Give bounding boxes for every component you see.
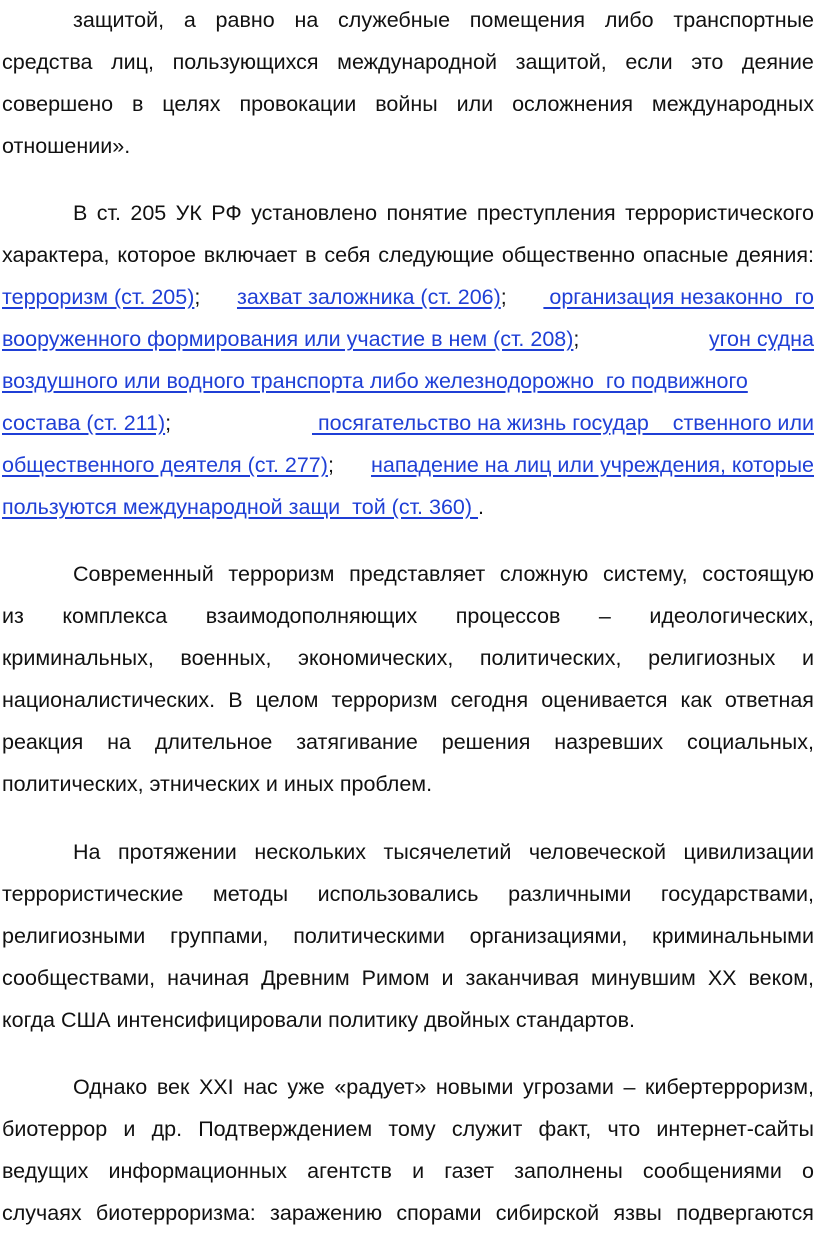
word: установлено — [251, 201, 378, 225]
word: – — [598, 604, 611, 628]
word: «радует» — [334, 1075, 427, 1099]
word: политическими — [293, 924, 445, 948]
word: религиозных — [648, 646, 776, 670]
word: состоящую — [702, 562, 814, 586]
word: представляет — [349, 562, 486, 586]
word: равно — [215, 8, 275, 32]
word: нас — [243, 1075, 278, 1099]
word: 205 — [130, 201, 167, 225]
word: терроризм — [228, 562, 335, 586]
separator: ; — [327, 453, 334, 477]
word: УК — [175, 201, 202, 225]
word: протяжении — [118, 840, 237, 864]
paragraph-2-line-1 — [73, 560, 814, 588]
word: ведущих — [2, 1159, 89, 1183]
paragraph-3-line-5 — [2, 1006, 814, 1034]
word: религиозными — [2, 924, 146, 948]
word: помещения — [469, 8, 586, 32]
word: международной — [337, 50, 498, 74]
word: агентств — [307, 1159, 392, 1183]
word: группами, — [170, 924, 269, 948]
word: систему, — [602, 562, 688, 586]
word: уже — [287, 1075, 325, 1099]
word: факт, — [538, 1117, 592, 1141]
paragraph-1-line-1 — [73, 199, 814, 227]
word: человеческой — [528, 840, 666, 864]
word: которое — [117, 243, 196, 267]
word: – — [623, 1075, 636, 1099]
word: опасные — [642, 243, 729, 267]
word: решения — [441, 730, 531, 754]
word: подвергаются — [676, 1201, 814, 1225]
link-hostage[interactable]: захват заложника (ст. 206) — [236, 285, 501, 309]
word: XXI — [198, 1075, 234, 1099]
word: реакция — [2, 730, 84, 754]
word: деяния: — [736, 243, 814, 267]
word: лиц, — [111, 50, 154, 74]
paragraph-0-line-1 — [73, 6, 814, 34]
paragraph-1-line-3 — [2, 283, 814, 311]
word: из — [2, 604, 24, 628]
word: террористического — [625, 201, 814, 225]
word: террористические — [2, 882, 184, 906]
word: Римом — [361, 966, 430, 990]
word: государствами, — [660, 882, 814, 906]
word: транспортные — [673, 8, 814, 32]
word: XX — [707, 966, 737, 990]
word: начиная — [167, 966, 250, 990]
paragraph-1-line-2 — [2, 241, 814, 269]
word: длительное — [154, 730, 273, 754]
word: что — [607, 1117, 641, 1141]
paragraph-2-line-6-text: политических, этнических и иных проблем. — [2, 772, 433, 796]
paragraph-4-line-3 — [2, 1157, 814, 1185]
paragraph-4-line-2 — [2, 1115, 814, 1143]
paragraph-3-line-5-text: когда США интенсифицировали политику двойных стандартов. — [2, 1008, 635, 1032]
word: целом — [255, 688, 319, 712]
word: криминальных, — [2, 646, 154, 670]
word: и — [123, 1117, 136, 1141]
word: защитой, — [73, 8, 165, 32]
word: спорами — [396, 1201, 482, 1225]
word: минувшим — [590, 966, 696, 990]
word: а — [183, 8, 196, 32]
word: тому — [388, 1117, 436, 1141]
word: биотерроризма: — [95, 1201, 256, 1225]
word: терроризм — [331, 688, 438, 712]
word: криминальными — [652, 924, 814, 948]
paragraph-1-line-8 — [2, 493, 814, 521]
word: деяние — [741, 50, 814, 74]
word: войны — [375, 92, 438, 116]
word: идеологических, — [649, 604, 814, 628]
word: др. — [151, 1117, 183, 1141]
word: либо — [604, 8, 654, 32]
word: ст. — [96, 201, 121, 225]
word: газет — [444, 1159, 494, 1183]
separator: ; — [165, 411, 172, 435]
word: включает — [203, 243, 298, 267]
word: социальных, — [686, 730, 814, 754]
word: как — [680, 688, 712, 712]
word: ответная — [724, 688, 814, 712]
word: средства — [2, 50, 93, 74]
word: военных, — [180, 646, 272, 670]
word: назревших — [554, 730, 664, 754]
word: В — [73, 201, 88, 225]
word: сибирской — [495, 1201, 600, 1225]
paragraph-1-line-6 — [2, 409, 814, 437]
paragraph-2-line-3 — [2, 644, 814, 672]
separator: ; — [573, 327, 580, 351]
word: использовались — [317, 882, 479, 906]
word: сложную — [499, 562, 589, 586]
word: это — [691, 50, 724, 74]
word: различными — [508, 882, 632, 906]
word: целях — [162, 92, 221, 116]
word: Современный — [73, 562, 214, 586]
word: о — [801, 1159, 814, 1183]
paragraph-3-line-2 — [2, 880, 814, 908]
word: заканчивая — [465, 966, 579, 990]
paragraph-2-line-4 — [2, 686, 814, 714]
word: век — [156, 1075, 190, 1099]
word: осложнения — [512, 92, 634, 116]
word: организациями, — [469, 924, 628, 948]
word: совершено — [2, 92, 114, 116]
paragraph-0-line-4-text: отношении». — [2, 134, 131, 158]
link-illegal-formation-part-2[interactable]: вооруженного формирования или участие в нем (ст. 208) — [2, 327, 574, 351]
paragraph-0-line-3 — [2, 90, 814, 118]
word: понятие — [386, 201, 468, 225]
word: в — [131, 92, 144, 116]
word: преступления — [476, 201, 616, 225]
word: заражению — [270, 1201, 383, 1225]
paragraph-1-line-5 — [2, 367, 814, 395]
word: провокации — [239, 92, 357, 116]
word: методы — [212, 882, 289, 906]
word: интернет-сайты — [656, 1117, 814, 1141]
word: В — [228, 688, 243, 712]
paragraph-2-line-6 — [2, 770, 814, 798]
word: Однако — [73, 1075, 148, 1099]
word: политических, — [479, 646, 622, 670]
paragraph-4-line-1 — [73, 1073, 814, 1101]
word: экономических, — [298, 646, 454, 670]
word: и — [441, 966, 454, 990]
link-illegal-formation-part-1[interactable]: организация незаконно го — [543, 285, 814, 309]
word: если — [625, 50, 673, 74]
word: случаях — [2, 1201, 82, 1225]
paragraph-4-line-4 — [2, 1199, 814, 1227]
sentence-end: . — [478, 495, 484, 519]
word: тысячелетий — [383, 840, 512, 864]
word: на — [107, 730, 131, 754]
word: и — [801, 646, 814, 670]
word: сегодня — [450, 688, 529, 712]
word: защитой, — [515, 50, 607, 74]
word: взаимодополняющих — [205, 604, 418, 628]
link-hijacking-part-1[interactable]: угон судна — [708, 327, 814, 351]
word: затягивание — [296, 730, 418, 754]
word: себя — [324, 243, 371, 267]
word: следующие — [378, 243, 495, 267]
word: пользующихся — [172, 50, 319, 74]
word: сообществами, — [2, 966, 156, 990]
link-attack-part-1[interactable]: нападение на лиц или учреждения, которые — [371, 453, 814, 477]
paragraph-3-line-4 — [2, 964, 814, 992]
word: Древним — [261, 966, 350, 990]
paragraph-0-line-2 — [2, 48, 814, 76]
word: в — [305, 243, 317, 267]
paragraph-3-line-3 — [2, 922, 814, 950]
link-hijacking-part-3[interactable]: состава (ст. 211) — [2, 411, 166, 435]
word: угрозами — [523, 1075, 614, 1099]
separator: ; — [500, 285, 507, 309]
word: или — [456, 92, 494, 116]
word: веком, — [748, 966, 814, 990]
link-attack-part-2[interactable]: пользуются международной защи той (ст. 360) — [2, 495, 479, 519]
word: и — [412, 1159, 425, 1183]
paragraph-3-line-1 — [73, 838, 814, 866]
word: биотеррор — [2, 1117, 108, 1141]
link-assassination-part-2[interactable]: общественного деятеля (ст. 277) — [2, 453, 328, 477]
word: кибертерроризм, — [645, 1075, 814, 1099]
word: процессов — [455, 604, 561, 628]
word: новыми — [435, 1075, 514, 1099]
link-terrorism[interactable]: терроризм (ст. 205) — [2, 285, 195, 309]
word: сообщениями — [642, 1159, 782, 1183]
link-assassination-part-1[interactable]: посягательство на жизнь государ ственного или — [312, 411, 814, 435]
word: служит — [451, 1117, 523, 1141]
link-hijacking-part-2[interactable]: воздушного или водного транспорта либо железнодорожно го подвижного — [2, 369, 748, 393]
word: служебные — [338, 8, 451, 32]
word: информационных — [108, 1159, 288, 1183]
paragraph-2-line-5 — [2, 728, 814, 756]
paragraph-1-line-7 — [2, 451, 814, 479]
paragraph-0-line-4 — [2, 132, 814, 160]
word: язвы — [613, 1201, 662, 1225]
word: Подтверждением — [198, 1117, 373, 1141]
word: на — [294, 8, 319, 32]
word: На — [73, 840, 101, 864]
separator: ; — [194, 285, 201, 309]
word: РФ — [211, 201, 242, 225]
paragraph-2-line-2 — [2, 602, 814, 630]
word: оценивается — [541, 688, 668, 712]
word: международных — [651, 92, 814, 116]
word: комплекса — [62, 604, 168, 628]
word: нескольких — [254, 840, 366, 864]
paragraph-1-line-4 — [2, 325, 814, 353]
word: характера, — [2, 243, 110, 267]
word: общественно — [501, 243, 636, 267]
word: цивилизации — [683, 840, 814, 864]
word: заполнены — [514, 1159, 623, 1183]
word: националистических. — [2, 688, 216, 712]
